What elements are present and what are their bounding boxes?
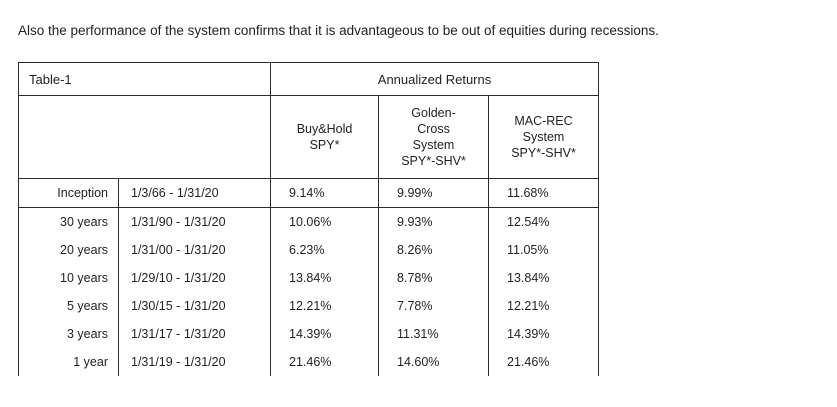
- table-row: [19, 292, 599, 320]
- cell-mac-rec-return: 11.05%: [489, 236, 599, 264]
- cell-golden-cross-return: 14.60%: [379, 348, 489, 376]
- header-macrec-line1: MAC-REC: [514, 114, 573, 128]
- cell-period: 10 years: [19, 264, 119, 292]
- table-row: [19, 264, 599, 292]
- cell-buyhold-return: 12.21%: [271, 292, 379, 320]
- cell-date-range: 1/31/17 - 1/31/20: [119, 320, 271, 348]
- header-macrec-line2: System: [522, 130, 565, 144]
- header-buyhold: [271, 96, 379, 179]
- cell-golden-cross-return: 7.78%: [379, 292, 489, 320]
- header-golden-line3: System: [412, 138, 455, 152]
- annualized-returns-header: Annualized Returns: [271, 63, 599, 96]
- cell-mac-rec-return: 12.21%: [489, 292, 599, 320]
- header-buyhold-line1: Buy&Hold: [296, 122, 353, 136]
- header-golden-line2: Cross: [417, 122, 450, 136]
- cell-mac-rec-return: 11.68%: [489, 179, 599, 208]
- table-title: Table-1: [19, 63, 271, 96]
- table-body: [19, 179, 599, 377]
- cell-period: 30 years: [19, 208, 119, 237]
- table-header-row-title: [19, 63, 599, 96]
- table-row: [19, 208, 599, 237]
- table-row: [19, 348, 599, 376]
- cell-date-range: 1/31/90 - 1/31/20: [119, 208, 271, 237]
- header-golden-cross: [379, 96, 489, 179]
- cell-mac-rec-return: 14.39%: [489, 320, 599, 348]
- cell-period: 1 year: [19, 348, 119, 376]
- table-row: [19, 320, 599, 348]
- table-header: [19, 63, 599, 179]
- intro-paragraph: Also the performance of the system confirms that it is advantageous to be out of equities during recessions.: [18, 22, 659, 38]
- cell-period: 5 years: [19, 292, 119, 320]
- cell-date-range: 1/30/15 - 1/31/20: [119, 292, 271, 320]
- header-blank-cell: [19, 96, 271, 179]
- cell-golden-cross-return: 8.78%: [379, 264, 489, 292]
- cell-period: Inception: [19, 179, 119, 208]
- performance-table: [18, 62, 599, 376]
- cell-buyhold-return: 21.46%: [271, 348, 379, 376]
- cell-golden-cross-return: 9.99%: [379, 179, 489, 208]
- header-golden-line4: SPY*-SHV*: [401, 154, 466, 168]
- cell-buyhold-return: 9.14%: [271, 179, 379, 208]
- cell-mac-rec-return: 12.54%: [489, 208, 599, 237]
- cell-period: 20 years: [19, 236, 119, 264]
- cell-date-range: 1/31/00 - 1/31/20: [119, 236, 271, 264]
- table-row: [19, 179, 599, 208]
- table-row: [19, 236, 599, 264]
- cell-golden-cross-return: 11.31%: [379, 320, 489, 348]
- cell-mac-rec-return: 21.46%: [489, 348, 599, 376]
- cell-golden-cross-return: 8.26%: [379, 236, 489, 264]
- cell-buyhold-return: 6.23%: [271, 236, 379, 264]
- cell-buyhold-return: 10.06%: [271, 208, 379, 237]
- cell-golden-cross-return: 9.93%: [379, 208, 489, 237]
- header-macrec-line3: SPY*-SHV*: [511, 146, 576, 160]
- cell-mac-rec-return: 13.84%: [489, 264, 599, 292]
- cell-buyhold-return: 14.39%: [271, 320, 379, 348]
- performance-table-container: [18, 62, 598, 376]
- cell-date-range: 1/31/19 - 1/31/20: [119, 348, 271, 376]
- header-buyhold-line2: SPY*: [309, 138, 340, 152]
- cell-date-range: 1/29/10 - 1/31/20: [119, 264, 271, 292]
- cell-buyhold-return: 13.84%: [271, 264, 379, 292]
- cell-date-range: 1/3/66 - 1/31/20: [119, 179, 271, 208]
- cell-period: 3 years: [19, 320, 119, 348]
- header-golden-line1: Golden-: [411, 106, 456, 120]
- header-mac-rec: [489, 96, 599, 179]
- table-header-row-columns: [19, 96, 599, 179]
